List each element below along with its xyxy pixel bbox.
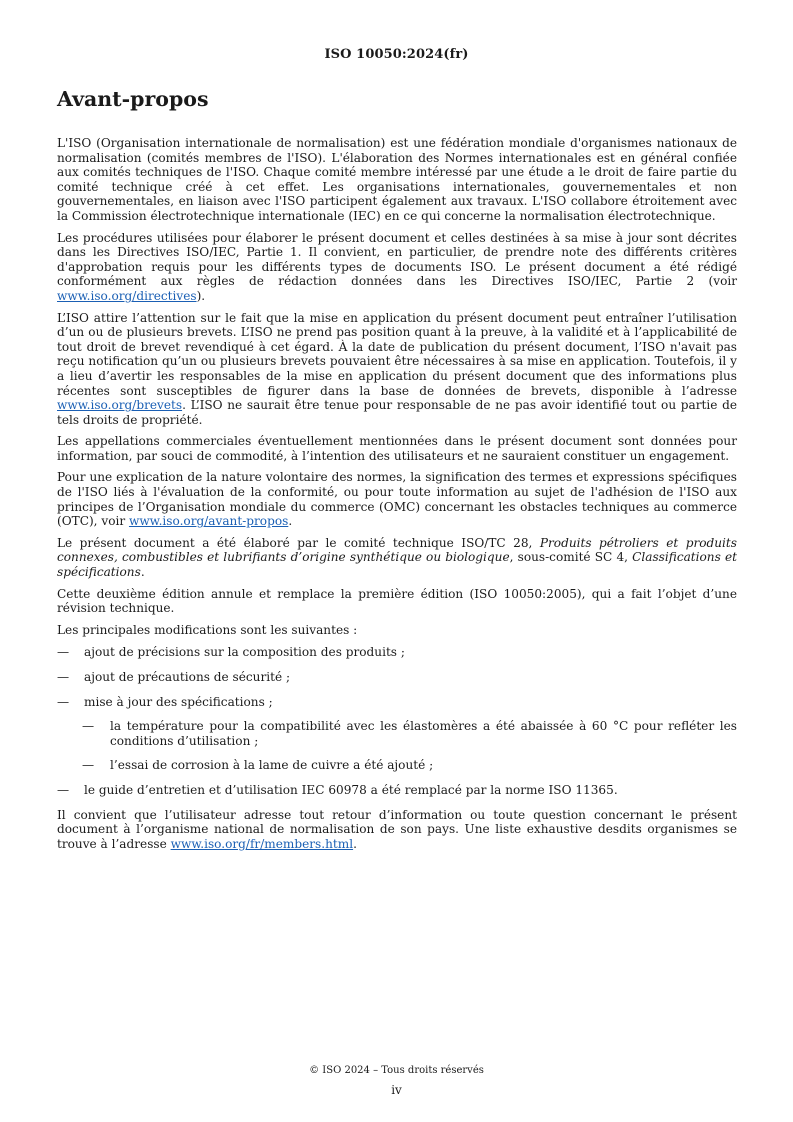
members-link[interactable]: www.iso.org/fr/members.html bbox=[170, 836, 354, 851]
paragraph-edition: Cette deuxième édition annule et remplace la première édition (ISO 10050:2005), qui a fait l’objet d’une révision technique. bbox=[57, 586, 737, 616]
list-item-text: mise à jour des spécifications ; bbox=[84, 694, 273, 709]
sub-list-item bbox=[82, 719, 737, 748]
changes-list bbox=[57, 645, 737, 797]
paragraph-text: ). bbox=[196, 288, 206, 303]
paragraph-feedback bbox=[57, 808, 737, 852]
list-item-text: le guide d’entretien et d’utilisation IEC 60978 a été remplacé par la norme ISO 11365. bbox=[84, 782, 618, 797]
paragraph-text: L’ISO attire l’attention sur le fait que la mise en application du présent document peut entraîner l’utilisation d’un ou de plusieurs brevets. L’ISO ne prend pas position quant à la preuve, à la validité et à l’applicabilité de tout droit de brevet revendiqué à cet égard. À la date de publication du présent document, l’ISO n'avait pas reçu notification qu’un ou plusieurs brevets pouvaient être nécessaires à sa mise en application. Toutefois, il y a lieu d’avertir les responsables de la mise en application du présent document que des informations plus récentes sont susceptibles de figurer dans la base de données de brevets, disponible à l’adresse bbox=[57, 310, 737, 398]
paragraph-text: Le présent document a été élaboré par le comité technique ISO/TC 28, bbox=[57, 535, 540, 550]
list-item bbox=[57, 645, 737, 660]
page-number: iv bbox=[391, 1083, 402, 1097]
dash-bullet: — bbox=[57, 670, 70, 684]
paragraph-procedures bbox=[57, 231, 737, 304]
dash-bullet: — bbox=[82, 758, 95, 773]
list-item-text: ajout de précisions sur la composition des produits ; bbox=[84, 645, 405, 660]
paragraph-committee bbox=[57, 536, 737, 580]
committee-title: Produits pétroliers et produits connexes, combustibles et lubrifiants d’origine synthétique ou biologique bbox=[57, 535, 737, 565]
list-item bbox=[57, 695, 737, 710]
dash-bullet: — bbox=[57, 645, 70, 660]
paragraph-text: Les procédures utilisées pour élaborer le présent document et celles destinées à sa mise à jour sont décrites dans les Directives ISO/IEC, Partie 1. Il convient, en particulier, de prendre note des différents critères d'approbation requis pour les différents types de documents ISO. Le présent document a été rédigé conformément aux règles de rédaction données dans les Directives ISO/IEC, Partie 2 (voir bbox=[57, 230, 737, 289]
paragraph-patents bbox=[57, 311, 737, 428]
document-body bbox=[57, 86, 737, 858]
paragraph-text: Pour une explication de la nature volontaire des normes, la signification des termes et expressions spécifiques de l'ISO liés à l'évaluation de la conformité, ou pour toute information au sujet de l'adhésion de l'ISO aux principes de l’Organisation mondiale du commerce (OMC) concernant les obstacles techniques au commerce (OTC), voir bbox=[57, 470, 737, 529]
subcommittee-title: Classifications et spécifications bbox=[57, 550, 737, 580]
list-item-text: ajout de précautions de sécurité ; bbox=[84, 670, 291, 684]
paragraph-text: . bbox=[288, 514, 293, 529]
dash-bullet: — bbox=[57, 694, 70, 709]
paragraph-text: . bbox=[140, 565, 145, 580]
list-item bbox=[57, 783, 737, 798]
paragraph-iso-intro: L'ISO (Organisation internationale de normalisation) est une fédération mondiale d'organismes nationaux de normalisation (comités membres de l'ISO). L'élaboration des Normes internationales est en général confiée aux comités techniques de l'ISO. Chaque comité membre intéressé par une étude a le droit de faire partie du comité technique créé à cet effet. Les organisations internationales, gouvernementales et non gouvernementales, en liaison avec l'ISO participent également aux travaux. L'ISO collabore étroitement avec la Commission électrotechnique internationale (IEC) en ce qui concerne la normalisation électrotechnique. bbox=[57, 136, 737, 223]
paragraph-voluntary-nature bbox=[57, 470, 737, 528]
page-title: Avant-propos bbox=[57, 87, 209, 111]
dash-bullet: — bbox=[57, 782, 70, 797]
directives-link[interactable]: www.iso.org/directives bbox=[57, 288, 197, 303]
dash-bullet: — bbox=[82, 719, 95, 734]
copyright-notice: © ISO 2024 – Tous droits réservés bbox=[309, 1065, 484, 1076]
paragraph-text: , sous-comité SC 4, bbox=[509, 550, 633, 565]
paragraph-text: Il convient que l’utilisateur adresse tout retour d’information ou toute question concernant le présent document à l’organisme national de normalisation de son pays. Une liste exhaustive desdits organismes se trouve à l’adresse bbox=[57, 807, 737, 851]
foreword-link[interactable]: www.iso.org/avant-propos bbox=[128, 514, 289, 529]
paragraph-text: . bbox=[353, 836, 357, 851]
patents-link[interactable]: www.iso.org/brevets bbox=[57, 398, 183, 413]
paragraph-text: . L’ISO ne saurait être tenue pour responsable de ne pas avoir identifié tout ou partie de tels droits de propriété. bbox=[57, 398, 737, 427]
list-item-text: l’essai de corrosion à la lame de cuivre a été ajouté ; bbox=[110, 758, 434, 773]
document-id-header: ISO 10050:2024(fr) bbox=[324, 47, 469, 62]
paragraph-trade-names: Les appellations commerciales éventuellement mentionnées dans le présent document sont données pour information, par souci de commodité, à l’intention des utilisateurs et ne sauraient constituer un engagement. bbox=[57, 434, 737, 463]
paragraph-changes-intro: Les principales modifications sont les suivantes : bbox=[57, 622, 358, 637]
sub-list-item bbox=[82, 758, 737, 773]
list-item bbox=[57, 670, 737, 685]
list-item-text: la température pour la compatibilité avec les élastomères a été abaissée à 60 °C pour refléter les conditions d’utilisation ; bbox=[110, 719, 737, 748]
